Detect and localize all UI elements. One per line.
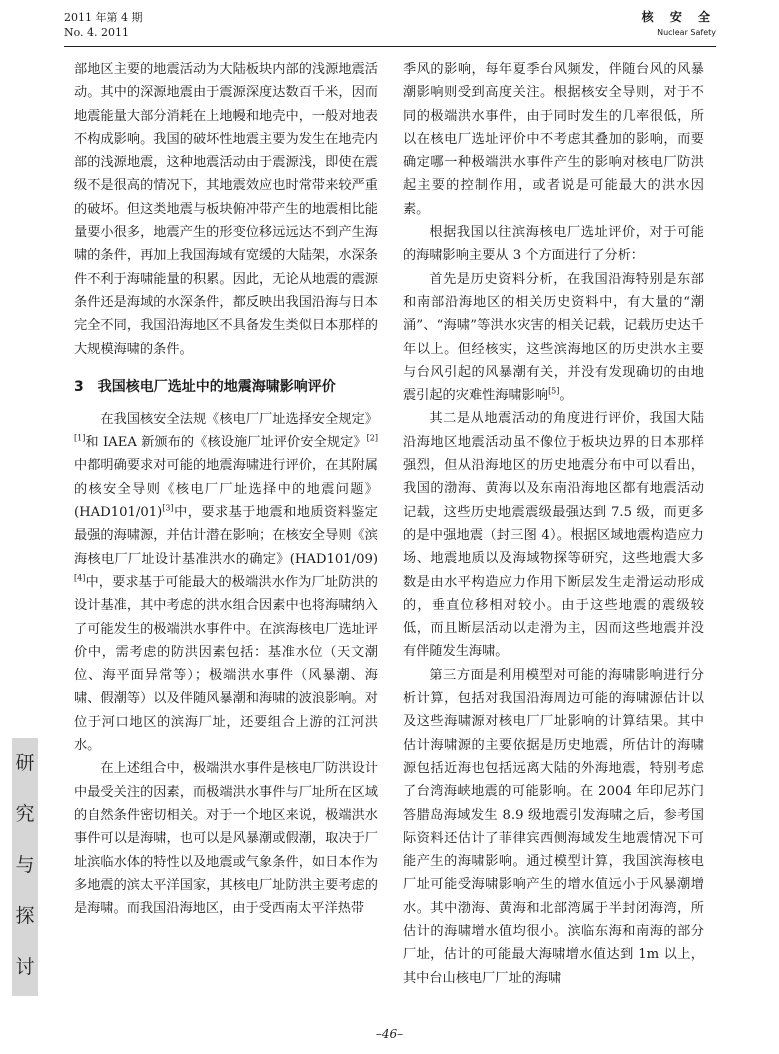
citation: [2] xyxy=(366,433,378,443)
text-run: 中都明确要求对可能的地震海啸进行评价，在其附属的核安全导则《核电厂厂址选择中的地震问题》(HAD101/01) xyxy=(74,458,378,521)
paragraph: 根据我国以往滨海核电厂选址评价，对于可能的海啸影响主要从 3 个方面进行了分析： xyxy=(403,225,704,264)
text-run: 首先是历史资料分析，在我国沿海特别是东部和南部沿海地区的相关历史资料中，有大量的“潮涌”、“海啸”等洪水灾害的相关记载，记载历史达千年以上。但经核实，这些滨海地区的历史洪水主要与台风引起的风暴潮有关，并没有发现确切的由地震引起的灾难性海啸影响 xyxy=(403,271,704,404)
issue-cn: 2011 年第 4 期 xyxy=(64,11,143,24)
paragraph xyxy=(403,268,704,408)
section-heading: 3 我国核电厂选址中的地震海啸影响评价 xyxy=(74,378,336,395)
text-run: 。 xyxy=(559,388,573,404)
side-tab-char: 究 xyxy=(15,803,35,825)
journal-title: 核 安 全 xyxy=(641,10,716,24)
paragraph: 其二是从地震活动的角度进行评价，我国大陆沿海地区地震活动虽不像位于板块边界的日本那样强烈，但从沿海地区的历史地震分布中可以看出，我国的渤海、黄海以及东南沿海地区都有地震活动记载，这些历史地震震级最强达到 7.5 级，而更多的是中强地震（封三图 4）。根据区域地震构造应力场、地震地质以及海域物探等研究，这些地震大多数是由水平构造应力作用下断层发生走滑运动形成的，垂直位移相对较小。由于这些地震的震级较低，而且断层活动以走滑为主，因而这些地震并没有伴随发生海啸。 xyxy=(403,411,704,660)
running-header xyxy=(64,10,716,47)
issue-info xyxy=(64,10,142,40)
issue-en: No. 4. 2011 xyxy=(64,26,130,39)
journal-title-en: Nuclear Safety xyxy=(657,28,716,37)
citation: [4] xyxy=(74,573,86,583)
text-run: 中，要求基于地震和地质资料鉴定最强的海啸源，并估计潜在影响；在核安全导则《滨海核电厂厂址设计基准洪水的确定》(HAD101/09) xyxy=(74,505,378,567)
paragraph: 在上述组合中，极端洪水事件是核电厂防洪设计中最受关注的因素，而极端洪水事件与厂址所在区域的自然条件密切相关。对于一个地区来说，极端洪水事件可以是海啸，也可以是风暴潮或假潮，取决于厂址滨临水体的特性以及地震或气象条件，如日本作为多地震的滨太平洋国家，其核电厂址防洪主要考虑的是海啸。而我国沿海地区，由于受西南太平洋热带 xyxy=(74,761,378,917)
section-side-tab xyxy=(12,738,38,996)
text-run: 和 IAEA 新颁布的《核设施厂址评价安全规定》 xyxy=(85,435,367,451)
page-number: –46– xyxy=(375,1027,404,1041)
paragraph xyxy=(74,408,378,757)
right-column xyxy=(403,58,704,990)
citation: [1] xyxy=(74,433,86,443)
paragraph: 部地区主要的地震活动为大陆板块内部的浅源地震活动。其中的深源地震由于震源深度达数百千米，因而地震能量大部分消耗在上地幔和地壳中，一般对地表不构成影响。我国的破坏性地震主要为发生在地壳内部的浅源地震，这种地震活动由于震源浅，即使在震级不是很高的情况下，其地震效应也时常带来较严重的破坏。但这类地震与板块俯冲带产生的地震相比能量要小很多，地震产生的形变位移远远达不到产生海啸的条件，再加上我国海域有宽缓的大陆架，水深条件不利于海啸能量的积累。因此，无论从地震的震源条件还是海域的水深条件，都反映出我国沿海与日本完全不同，我国沿海地区不具备发生类似日本那样的大规模海啸的条件。 xyxy=(74,62,378,357)
paragraph: 季风的影响，每年夏季台风频发，伴随台风的风暴潮影响则受到高度关注。根据核安全导则，对于不同的极端洪水事件，由于同时发生的几率很低，所以在核电厂选址评价中不考虑其叠加的影响，而要确定哪一种极端洪水事件产生的影响对核电厂防洪起主要的控制作用，或者说是可能最大的洪水因素。 xyxy=(403,62,704,217)
side-tab-char: 探 xyxy=(15,905,35,927)
text-run: 中，要求基于可能最大的极端洪水作为厂址防洪的设计基准，其中考虑的洪水组合因素中也将海啸纳入了可能发生的极端洪水事件中。在滨海核电厂选址评价中，需考虑的防洪因素包括：基准水位（天文潮位、海平面异常等）；极端洪水事件（风暴潮、海啸、假潮等）以及伴随风暴潮和海啸的波浪影响。对位于河口地区的滨海厂址，还要组合上游的江河洪水。 xyxy=(74,574,378,754)
side-tab-char: 与 xyxy=(15,854,35,876)
paragraph: 第三方面是利用模型对可能的海啸影响进行分析计算，包括对我国沿海周边可能的海啸源估计以及这些海啸源对核电厂厂址影响的计算结果。其中估计海啸源的主要依据是历史地震，所估计的海啸源包括近海也包括远离大陆的外海地震，特别考虑了台湾海峡地震的可能影响。在 2004 年印尼苏门答腊岛海域发生 8.9 级地震引发海啸之后，参考国际资料还估计了菲律宾西侧海域发生地震情况下可能产生的海啸影响。通过模型计算，我国滨海核电厂址可能受海啸影响产生的增水值远小于风暴潮增水。其中渤海、黄海和北部湾属于半封闭海湾，所估计的海啸增水值均很小。滨临东海和南海的部分厂址，估计的可能最大海啸增水值达到 1m 以上，其中台山核电厂厂址的海啸 xyxy=(403,667,704,986)
citation: [5] xyxy=(548,386,560,396)
side-tab-char: 讨 xyxy=(15,956,35,978)
citation: [3] xyxy=(162,503,174,513)
side-tab-char: 研 xyxy=(15,752,35,774)
text-run: 在我国核安全法规《核电厂厂址选择安全规定》 xyxy=(100,411,378,427)
left-column xyxy=(74,58,378,920)
journal-info xyxy=(642,10,716,40)
